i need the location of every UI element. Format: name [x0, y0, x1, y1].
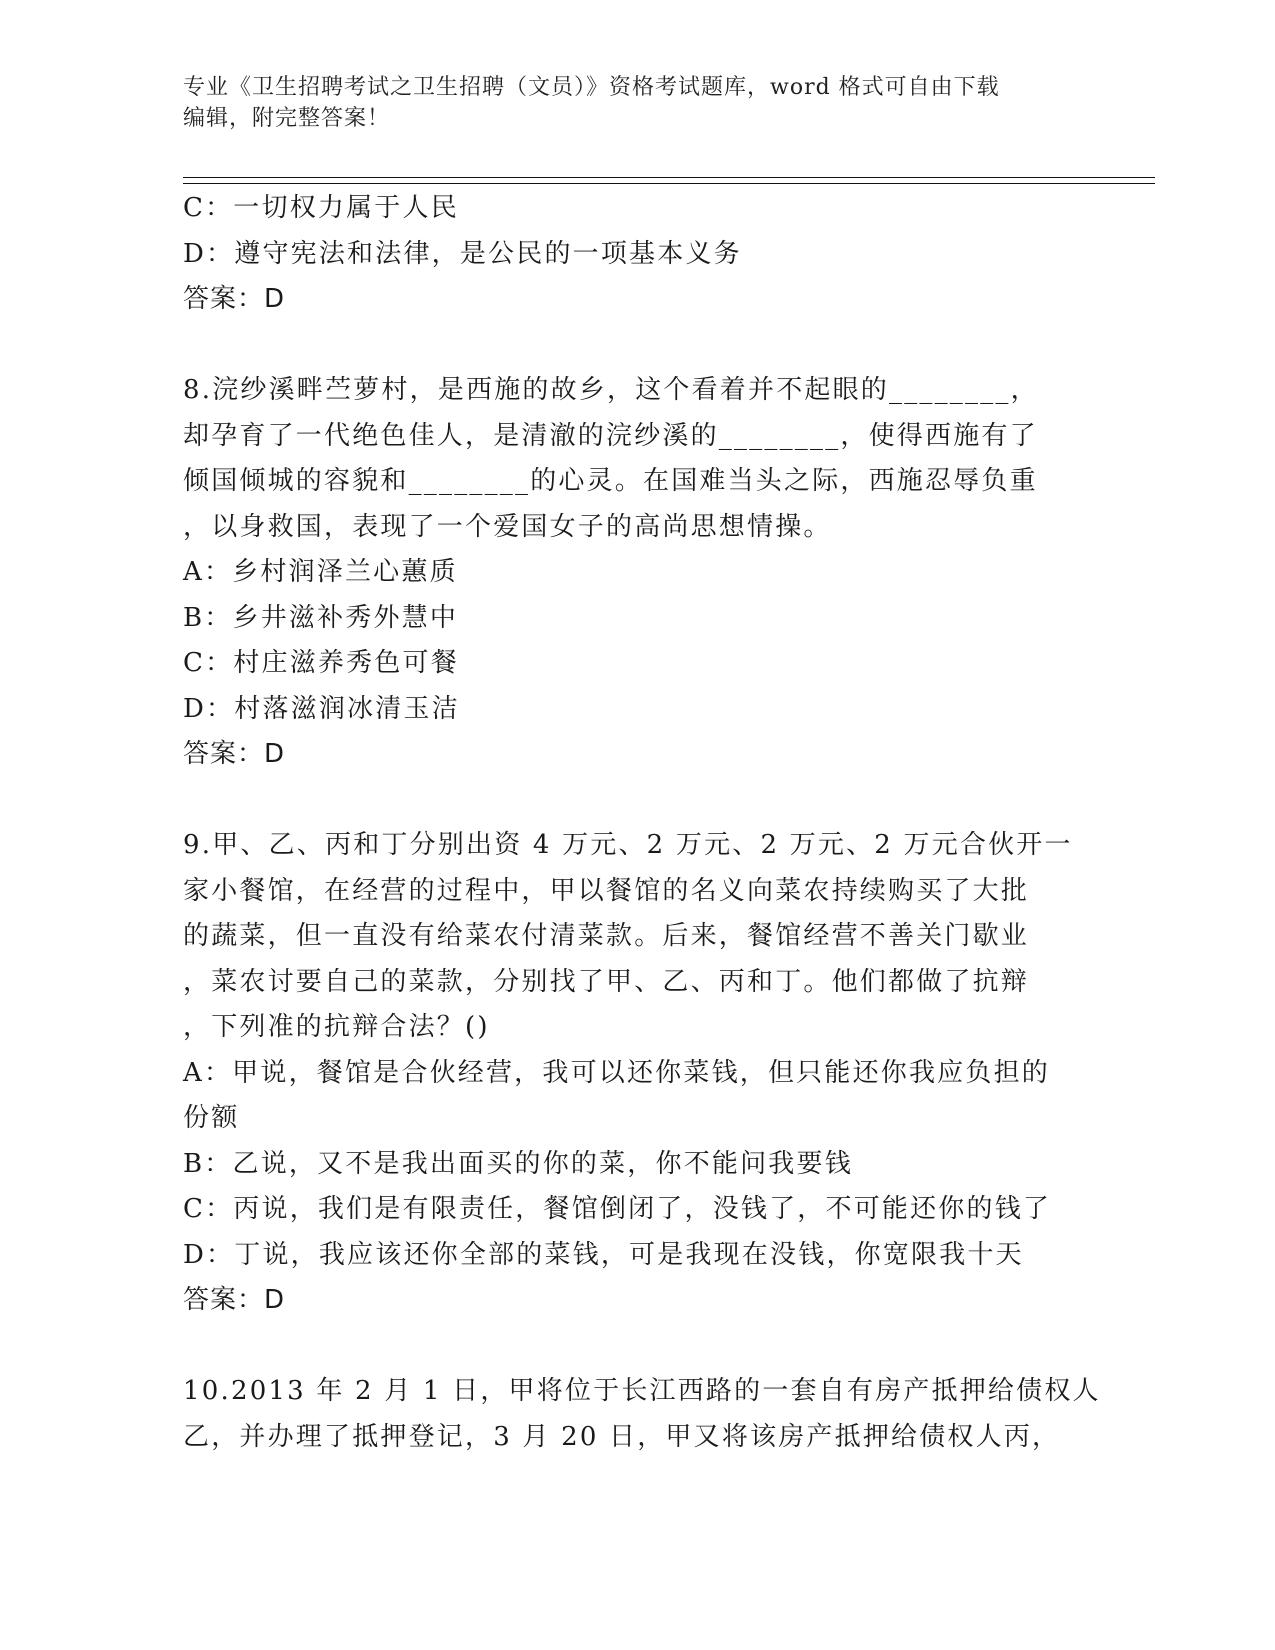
- header-line: 专业《卫生招聘考试之卫生招聘（文员）》资格考试题库，word 格式可自由下载: [183, 75, 1000, 100]
- question-10: [183, 1369, 1101, 1460]
- question-stem: 的蔬菜，但一直没有给菜农付清菜款。后来，餐馆经营不善关门歇业: [183, 921, 1030, 951]
- option-d: D：丁说，我应该还你全部的菜钱，可是我现在没钱，你宽限我十天: [183, 1239, 1024, 1270]
- question-stem: ，下列准的抗辩合法？(): [183, 1012, 490, 1042]
- question-8: [183, 368, 1083, 778]
- option-a: A：甲说，餐馆是合伙经营，我可以还你菜钱，但只能还你我应负担的: [183, 1057, 1050, 1088]
- page-header: [183, 72, 1083, 134]
- question-stem: 家小餐馆，在经营的过程中，甲以餐馆的名义向菜农持续购买了大批: [183, 875, 1030, 906]
- option-c: C：丙说，我们是有限责任，餐馆倒闭了，没钱了，不可能还你的钱了: [183, 1194, 1052, 1224]
- header-divider: [183, 183, 1155, 184]
- option-c: C：村庄滋养秀色可餐: [183, 648, 459, 678]
- question-stem: 却孕育了一代绝色佳人，是清澈的浣纱溪的________，使得西施有了: [183, 420, 1038, 451]
- question-stem: 9.甲、乙、丙和丁分别出资 4 万元、2 万元、2 万元、2 万元合伙开一: [183, 830, 1073, 860]
- question-stem: 倾国倾城的容貌和________的心灵。在国难当头之际，西施忍辱负重: [183, 466, 1038, 496]
- option-a-continued: 份额: [183, 1103, 240, 1133]
- question-9: [183, 823, 1083, 1324]
- question-stem: ，以身救国，表现了一个爱国女子的高尚思想情操。: [183, 511, 832, 542]
- answer: 答案：D: [183, 284, 286, 314]
- option-c: C：一切权力属于人民: [183, 193, 459, 223]
- question-stem: 8.浣纱溪畔苎萝村，是西施的故乡，这个看着并不起眼的________，: [183, 375, 1039, 405]
- question-content: [183, 186, 1101, 1460]
- option-a: A：乡村润泽兰心蕙质: [183, 557, 458, 587]
- header-line: 编辑，附完整答案！: [183, 106, 391, 131]
- option-d: D：遵守宪法和法律，是公民的一项基本义务: [183, 238, 742, 269]
- question-stem: 10.2013 年 2 月 1 日，甲将位于长江西路的一套自有房产抵押给债权人: [183, 1376, 1101, 1406]
- answer: 答案：D: [183, 739, 286, 769]
- option-d: D：村落滋润冰清玉洁: [183, 693, 460, 724]
- option-b: B：乙说，又不是我出面买的你的菜，你不能问我要钱: [183, 1148, 853, 1179]
- header-divider: [183, 177, 1155, 178]
- question-stem: 乙，并办理了抵押登记，3 月 20 日，甲又将该房产抵押给债权人丙，: [183, 1421, 1061, 1452]
- question-stem: ，菜农讨要自己的菜款，分别找了甲、乙、丙和丁。他们都做了抗辩: [183, 966, 1030, 997]
- question-7: [183, 186, 1083, 323]
- answer: 答案：D: [183, 1285, 286, 1315]
- option-b: B：乡井滋补秀外慧中: [183, 602, 459, 633]
